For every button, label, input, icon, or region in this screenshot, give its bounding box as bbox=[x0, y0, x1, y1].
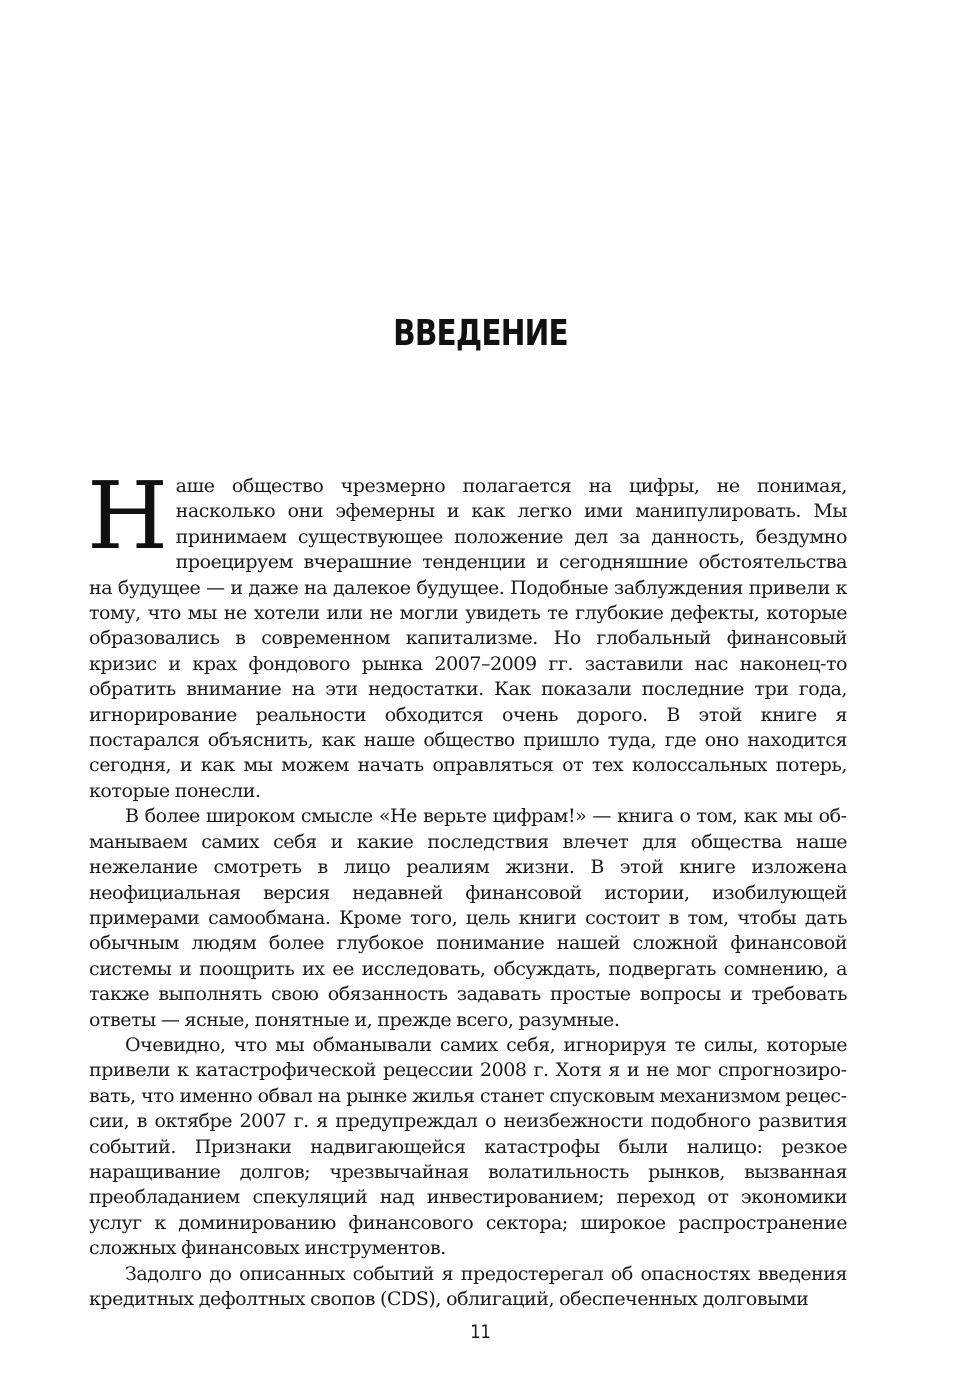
chapter-title: ВВЕДЕНИЕ bbox=[393, 313, 568, 354]
body-text bbox=[87, 462, 847, 1312]
paragraph-1 bbox=[87, 462, 847, 804]
paragraph-3: Очевидно, что мы обманывали самих себя, игнорируя те силы, которые привели к катастрофической рецессии 2008 г. Хотя я и не мог спрогнозировать, что именно обвал на рынке жилья станет спусковым механизмом рецессии, в октябре 2007 г. я предупреждал о неизбежности подобного развития событий. Признаки надвигающейся катастрофы были налицо: резкое наращивание долгов; чрезвычайная волатильность рынков, вызванная преобладанием спекуляций над инвестированием; переход от экономики услуг к доминированию финансового сектора; широкое распространение сложных финансовых инструментов. bbox=[89, 1033, 847, 1260]
paragraph-1-text: аше общество чрезмерно полагается на цифры, не понимая, насколько они эфемерны и как легко ими манипулировать. Мы принимаем существующее положение дел за данность, бездумно проецируем вчерашние тенденции и сегодняшние обстоятельства на будущее — и даже на далекое будущее. Подобные заблуждения привели к тому, что мы не хотели или не могли увидеть те глубокие дефекты, которые образовались в современном капитализме. Но глобальный финансовый кризис и крах фондового рынка 2007–2009 гг. заставили нас наконец-то обратить внимание на эти недостатки. Как показали последние три года, игнорирование реальности обходится очень дорого. В этой книге я постарался объяснить, как наше общество пришло туда, где оно находится сегодня, и как мы можем начать оправляться от тех колоссальных потерь, которые понесли. bbox=[89, 475, 847, 802]
drop-cap: Н bbox=[87, 462, 168, 570]
page-number: 11 bbox=[470, 1321, 491, 1343]
paragraph-4: Задолго до описанных событий я предостерегал об опасностях введения кредитных дефолтных свопов (CDS), облигаций, обеспеченных долговыми bbox=[89, 1262, 847, 1310]
paragraph-2: В более широком смысле «Не верьте цифрам!» — книга о том, как мы обманываем самих себя и какие последствия влечет для общества наше нежелание смотреть в лицо реалиям жизни. В этой книге изложена неофициальная версия недавней финансовой истории, изобилующей примерами самообмана. Кроме того, цель книги состоит в том, чтобы дать обычным людям более глубокое понимание нашей сложной финансовой системы и поощрить их ее исследовать, обсуждать, подвергать сомнению, а также выполнять свою обязанность задавать простые вопросы и требовать ответы — ясные, понятные и, прежде всего, разумные. bbox=[89, 805, 847, 1031]
